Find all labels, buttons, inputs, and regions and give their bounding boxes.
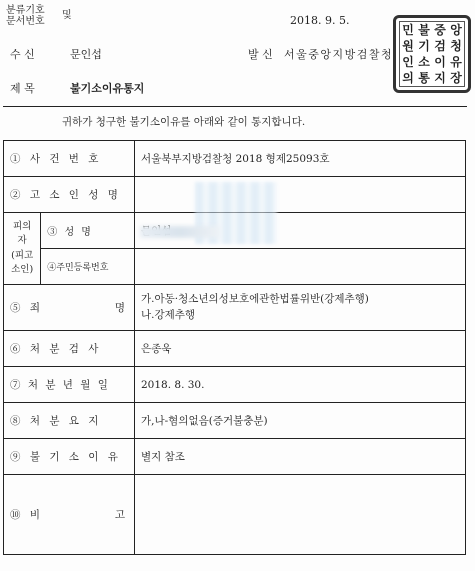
sender-name: 서울중앙지방검찰청	[284, 48, 394, 61]
seal-char: 인	[402, 55, 414, 69]
seal-char: 이	[434, 55, 446, 69]
seal-char: 장	[450, 71, 462, 85]
seal-char: 기	[418, 39, 430, 53]
case-number-label: ① 사 건 번 호	[4, 141, 135, 177]
rrn-value	[135, 249, 466, 285]
remarks-label-left: ⑩ 비	[10, 509, 43, 521]
recipient-label: 수 신	[10, 48, 35, 61]
seal-char: 지	[434, 71, 446, 85]
subject-title: 불기소이유통지	[70, 82, 145, 95]
prosecutor-value: 은종욱	[135, 331, 466, 367]
row-reason	[4, 439, 466, 475]
header-divider	[3, 106, 467, 107]
charge-label-right: 명	[114, 302, 128, 314]
issue-date: 2018. 9. 5.	[290, 14, 350, 27]
prosecutor-label: ⑥ 처 분 검 사	[4, 331, 135, 367]
complainant-label: ② 고 소 인 성 명	[4, 177, 135, 213]
accused-label: (피고소인)	[11, 249, 34, 275]
remarks-value	[135, 475, 466, 555]
charge-line-1: 가.아동·청소년의성보호에관한법률위반(강제추행)	[141, 292, 369, 305]
suspect-group-label	[4, 213, 41, 285]
row-remarks	[4, 475, 466, 555]
disposition-gist-value: 가,나-혐의없음(증거불충분)	[135, 403, 466, 439]
row-disposition-gist	[4, 403, 466, 439]
charge-value	[135, 285, 466, 331]
reason-label: ⑨ 불 기 소 이 유	[4, 439, 135, 475]
seal-char: 중	[434, 23, 446, 37]
remarks-label	[4, 475, 135, 555]
seal-char: 불	[418, 23, 430, 37]
sender-label: 발 신	[248, 48, 273, 61]
suspect-name-label: ③ 성 명	[41, 213, 135, 249]
charge-line-2: 나.강제추행	[141, 308, 196, 321]
complainant-value	[135, 177, 466, 213]
seal-char: 유	[450, 55, 462, 69]
row-case-number	[4, 141, 466, 177]
seal-char: 원	[402, 39, 414, 53]
recipient-name: 문인섭	[70, 48, 102, 61]
seal-char: 의	[402, 71, 414, 85]
suspect-label: 피의자	[12, 221, 32, 247]
row-prosecutor	[4, 331, 466, 367]
subject-label: 제 목	[10, 82, 35, 95]
seal-char: 청	[450, 39, 462, 53]
charge-label-left: ⑤ 죄	[10, 302, 43, 314]
notice-sentence: 귀하가 청구한 불기소이유를 아래와 같이 통지합니다.	[62, 116, 306, 128]
row-charge	[4, 285, 466, 331]
rrn-label: ④주민등록번호	[41, 249, 135, 285]
disposition-date-value: 2018. 8. 30.	[135, 367, 466, 403]
doc-number-label: 분류기호 문서번호	[6, 5, 45, 27]
row-suspect-rrn	[4, 249, 466, 285]
case-number-value: 서울북부지방검찰청 2018 형제25093호	[135, 141, 466, 177]
seal-char: 검	[434, 39, 446, 53]
doc-number-label-suffix: 및	[62, 10, 72, 21]
seal-char: 앙	[450, 23, 462, 37]
seal-characters	[399, 21, 465, 87]
disposition-gist-label: ⑧ 처 분 요 지	[4, 403, 135, 439]
seal-char: 소	[418, 55, 430, 69]
remarks-label-right: 고	[114, 509, 128, 521]
seal-char: 민	[402, 23, 414, 37]
seal-char: 통	[418, 71, 430, 85]
row-disposition-date	[4, 367, 466, 403]
disposition-date-label: ⑦ 처 분 년 월 일	[4, 367, 135, 403]
redacted-rrn	[140, 226, 220, 238]
official-seal	[393, 15, 471, 93]
reason-value: 별지 참조	[135, 439, 466, 475]
charge-label	[4, 285, 135, 331]
